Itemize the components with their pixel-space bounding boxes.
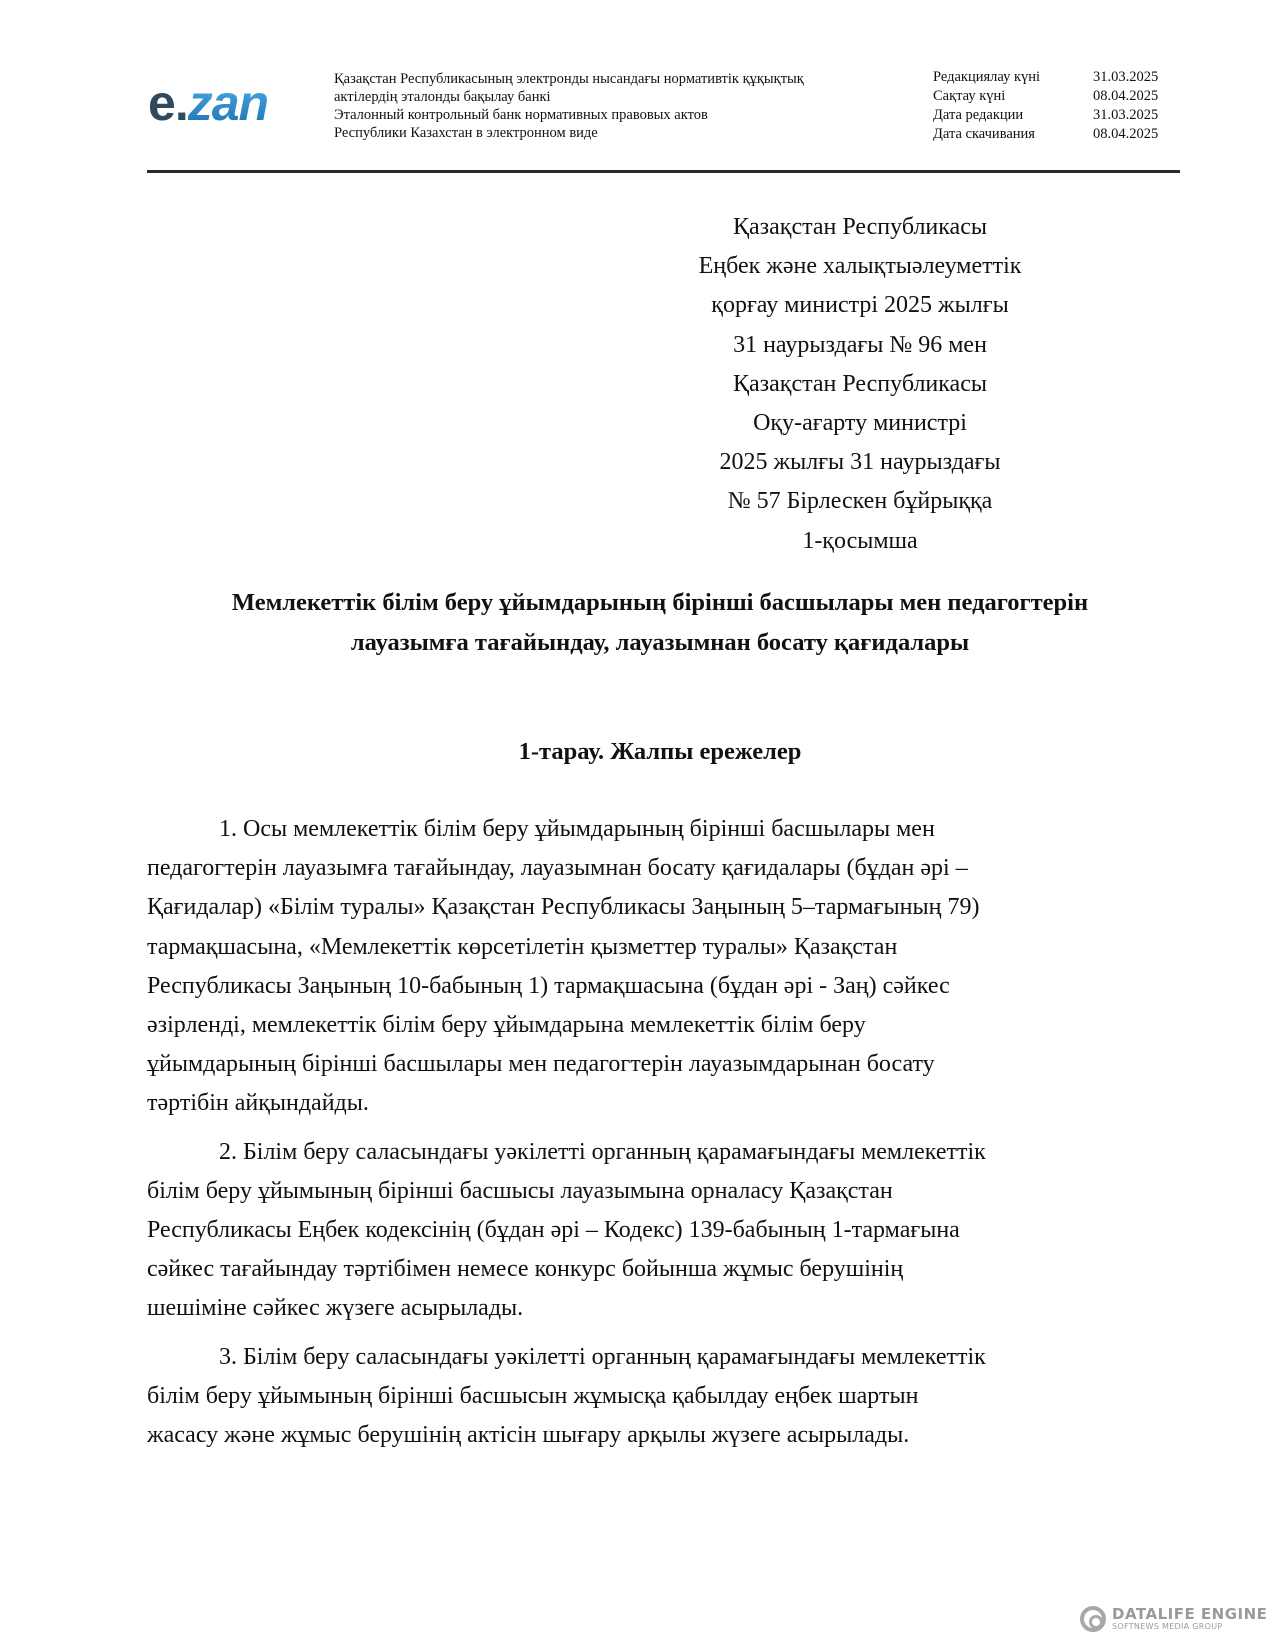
meta-label: Дата скачивания: [933, 126, 1035, 142]
paragraph-line: 3. Білім беру саласындағы уәкілетті органның қарамағындағы мемлекеттік: [219, 1343, 986, 1370]
paragraph-line: әзірленді, мемлекеттік білім беру ұйымдарына мемлекеттік білім беру: [147, 1012, 866, 1039]
header-divider: [147, 170, 1180, 173]
appendix-line: Еңбек және халықтыәлеуметтік: [698, 253, 1022, 280]
paragraph-line: білім беру ұйымының бірінші басшысы лауазымына орналасу Қазақстан: [147, 1177, 893, 1204]
paragraph-line: тәртібін айқындайды.: [147, 1090, 369, 1117]
document-title: [140, 583, 1180, 663]
meta-value: 08.04.2025: [1093, 126, 1159, 142]
appendix-line: 31 наурыздағы № 96 мен: [733, 331, 987, 358]
document-header: [148, 62, 1180, 172]
appendix-line: Оқу-ағарту министрі: [753, 410, 967, 437]
paragraph-line: Республикасы Заңының 10-бабының 1) тармақшасына (бұдан әрі - Заң) сәйкес: [147, 972, 950, 999]
meta-row-edit-date-ru: [933, 106, 1183, 125]
paragraph-line: шешіміне сәйкес жүзеге асырылады.: [147, 1295, 524, 1322]
appendix-line: 1-қосымша: [802, 527, 918, 554]
document-body: [147, 810, 1187, 1464]
appendix-reference-block: [620, 208, 1100, 561]
paragraph-line: білім беру ұйымының бірінші басшысын жұмысқа қабылдау еңбек шартын: [147, 1382, 919, 1409]
meta-row-edit-date-kz: [933, 68, 1183, 87]
logo-dot: .: [174, 75, 188, 131]
paragraph-line: 1. Осы мемлекеттік білім беру ұйымдарының бірінші басшылары мен: [219, 816, 935, 842]
paragraph-1: [147, 810, 1187, 1124]
meta-row-download-date-ru: [933, 125, 1183, 144]
bank-description-line: Республики Казахстан в электронном виде: [334, 125, 598, 141]
meta-label: Дата редакции: [933, 107, 1024, 123]
logo-zan: zan: [187, 75, 269, 131]
paragraph-line: тармақшасына, «Мемлекеттік көрсетілетін қызметтер туралы» Қазақстан: [147, 933, 898, 960]
paragraph-line: ұйымдарының бірінші басшылары мен педагогтерін лауазымдарынан босату: [147, 1051, 935, 1078]
paragraph-line: 2. Білім беру саласындағы уәкілетті органның қарамағындағы мемлекеттік: [219, 1138, 986, 1165]
appendix-line: № 57 Бірлескен бұйрыққа: [727, 488, 993, 515]
paragraph-3: [147, 1338, 1187, 1456]
watermark-title: DATALIFE ENGINE: [1112, 1605, 1268, 1623]
appendix-line: Қазақстан Республикасы: [732, 214, 987, 240]
bank-description-line: актілердің эталонды бақылау банкі: [334, 89, 551, 105]
bank-description-line: Эталонный контрольный банк нормативных правовых актов: [334, 107, 708, 123]
logo-e: e: [148, 75, 175, 131]
ezan-logo: [148, 75, 269, 131]
meta-label: Редакциялау күні: [933, 69, 1041, 85]
meta-label: Сақтау күні: [933, 88, 1006, 104]
title-line: Мемлекеттік білім беру ұйымдарының бірінші басшылары мен педагогтерін: [231, 589, 1089, 616]
datalife-logo-icon: [1080, 1606, 1106, 1632]
paragraph-line: жасасу және жұмыс берушінің актісін шығару арқылы жүзеге асырылады.: [147, 1422, 910, 1449]
paragraph-line: Республикасы Еңбек кодексінің (бұдан әрі – Кодекс) 139-бабының 1-тармағына: [147, 1217, 960, 1244]
document-dates: [933, 68, 1183, 144]
paragraph-line: Қағидалар) «Білім туралы» Қазақстан Республикасы Заңының 5–тармағының 79): [147, 894, 980, 921]
bank-description: [334, 70, 804, 142]
paragraph-2: [147, 1133, 1187, 1329]
meta-value: 31.03.2025: [1093, 69, 1159, 85]
bank-description-line: Қазақстан Республикасының электронды нысандағы нормативтік құқықтық: [334, 71, 804, 87]
meta-value: 08.04.2025: [1093, 88, 1159, 104]
watermark-subtitle: SOFTNEWS MEDIA GROUP: [1112, 1622, 1223, 1631]
datalife-engine-watermark: [1080, 1606, 1267, 1632]
meta-row-save-date-kz: [933, 87, 1183, 106]
paragraph-line: педагогтерін лауазымға тағайындау, лауазымнан босату қағидалары (бұдан әрі –: [147, 855, 968, 882]
watermark-text: [1112, 1606, 1267, 1632]
appendix-line: Қазақстан Республикасы: [732, 370, 987, 397]
appendix-line: қорғау министрі 2025 жылғы: [711, 292, 1009, 319]
chapter-heading: 1-тарау. Жалпы ережелер: [518, 738, 802, 765]
paragraph-line: сәйкес тағайындау тәртібімен немесе конкурс бойынша жұмыс берушінің: [147, 1256, 904, 1283]
title-line: лауазымға тағайындау, лауазымнан босату қағидалары: [350, 629, 970, 656]
meta-value: 31.03.2025: [1093, 107, 1159, 123]
appendix-line: 2025 жылғы 31 наурыздағы: [719, 449, 1001, 476]
